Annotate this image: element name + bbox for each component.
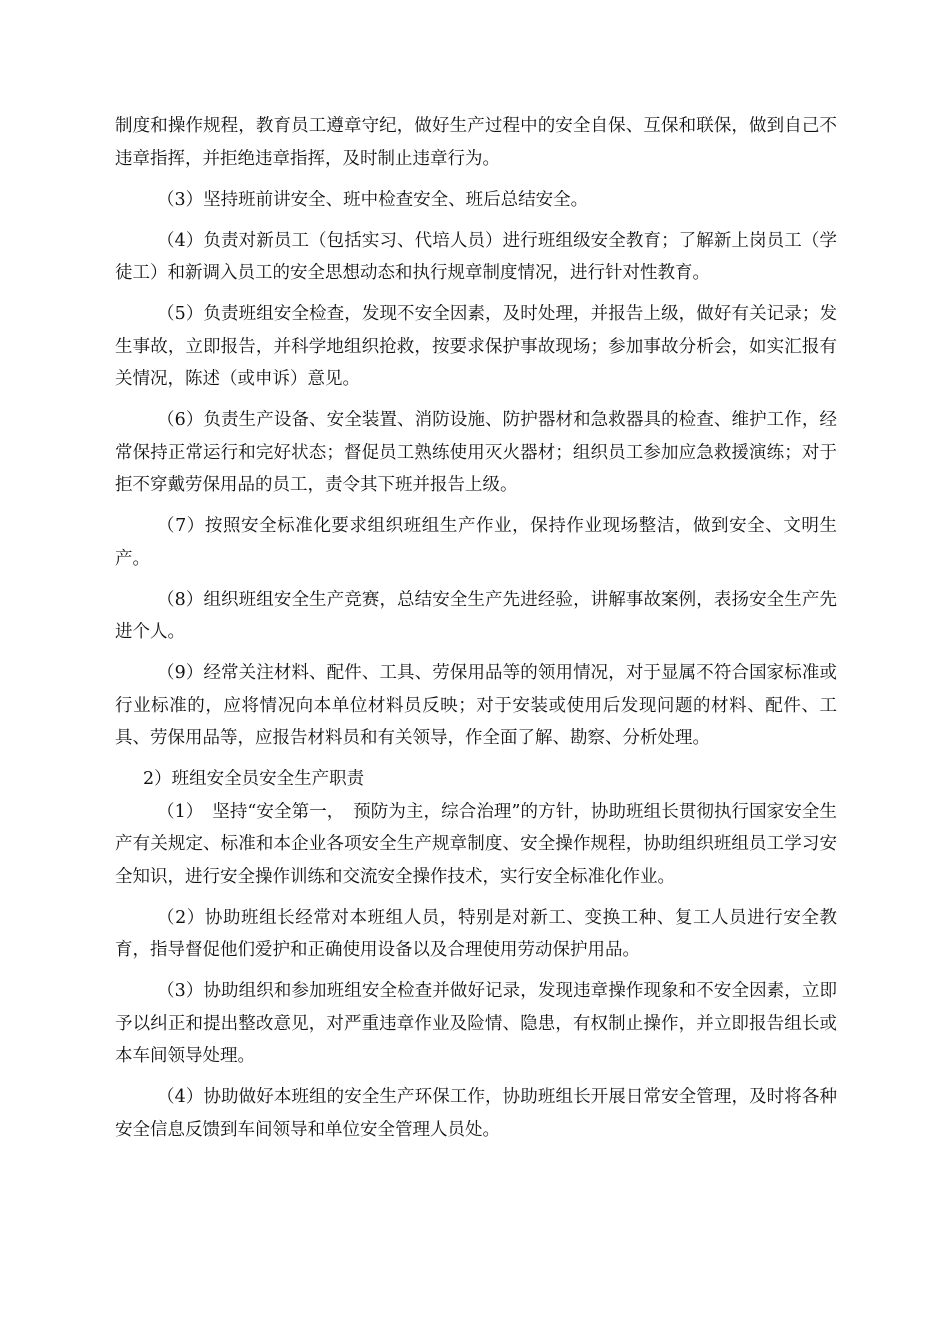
paragraph-safety-item-1: （1） 坚持“安全第一， 预防为主，综合治理”的方针，协助班组长贯彻执行国家安全生产有关规定、标准和本企业各项安全生产规章制度、安全操作规程，协助组织班组员工学习安全知识，进行安全操作训练和交流安全操作技术，实行安全标准化作业。 xyxy=(115,801,837,887)
paragraph-item-5: （5）负责班组安全检查，发现不安全因素，及时处理，并报告上级，做好有关记录；发生事故，立即报告，并科学地组织抢救，按要求保护事故现场；参加事故分析会，如实汇报有关情况，陈述（或申诉）意见。 xyxy=(115,304,837,389)
paragraph-continuation: 制度和操作规程，教育员工遵章守纪，做好生产过程中的安全自保、互保和联保，做到自己不违章指挥，并拒绝违章指挥，及时制止违章行为。 xyxy=(115,116,837,169)
paragraph-item-8: （8）组织班组安全生产竞赛，总结安全生产先进经验，讲解事故案例，表扬安全生产先进个人。 xyxy=(115,589,837,642)
paragraph-safety-item-4: （4）协助做好本班组的安全生产环保工作，协助班组长开展日常安全管理，及时将各种安全信息反馈到车间领导和单位安全管理人员处。 xyxy=(115,1087,837,1140)
paragraph-safety-item-2: （2）协助班组长经常对本班组人员，特别是对新工、变换工种、复工人员进行安全教育，指导督促他们爱护和正确使用设备以及合理使用劳动保护用品。 xyxy=(115,907,837,960)
paragraph-safety-item-3: （3）协助组织和参加班组安全检查并做好记录，发现违章操作现象和不安全因素，立即予以纠正和提出整改意见，对严重违章作业及险情、隐患，有权制止操作，并立即报告组长或本车间领导处理。 xyxy=(115,981,837,1066)
document-body xyxy=(115,110,837,1155)
paragraph-item-4: （4）负责对新员工（包括实习、代培人员）进行班组级安全教育；了解新上岗员工（学徒工）和新调入员工的安全思想动态和执行规章制度情况，进行针对性教育。 xyxy=(115,230,837,283)
paragraph-item-7: （7）按照安全标准化要求组织班组生产作业，保持作业现场整洁，做到安全、文明生产。 xyxy=(115,516,837,569)
paragraph-item-9: （9）经常关注材料、配件、工具、劳保用品等的领用情况，对于显属不符合国家标准或行业标准的，应将情况向本单位材料员反映；对于安装或使用后发现问题的材料、配件、工具、劳保用品等，应报告材料员和有关领导，作全面了解、勘察、分析处理。 xyxy=(115,663,837,748)
section-heading: 2）班组安全员安全生产职责 xyxy=(143,769,365,789)
paragraph-item-3: （3）坚持班前讲安全、班中检查安全、班后总结安全。 xyxy=(157,189,589,210)
paragraph-item-6: （6）负责生产设备、安全装置、消防设施、防护器材和急救器具的检查、维护工作，经常保持正常运行和完好状态；督促员工熟练使用灭火器材；组织员工参加应急救援演练；对于拒不穿戴劳保用品的员工，责令其下班并报告上级。 xyxy=(115,410,837,495)
